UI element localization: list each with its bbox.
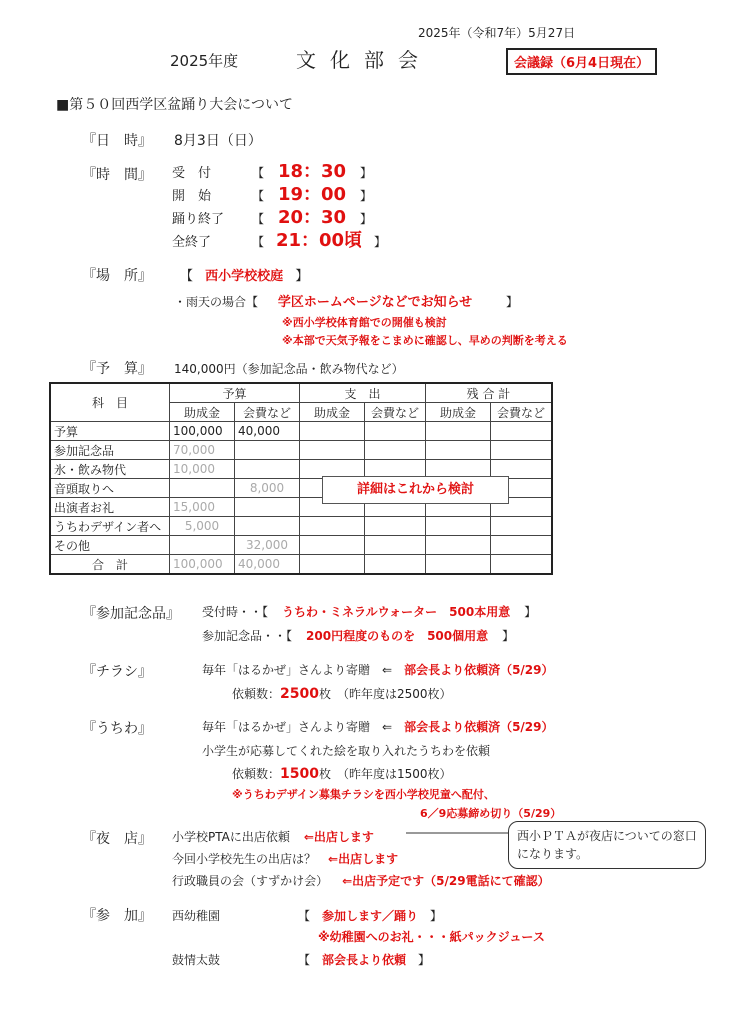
sub-fees: 会費など	[491, 403, 553, 422]
participation-note: ※幼稚園へのお礼・・・紙パックジュース	[318, 930, 545, 944]
stalls-callout: 西小ＰＴＡが夜店についての窓口になります。	[508, 821, 706, 869]
stalls-line-3: 行政職員の会（すずかけ会） ⇐出店予定です（5/29電話にて確認）	[172, 874, 550, 888]
head-budget: 予算	[170, 383, 300, 403]
rain-value: 学区ホームページなどでお知らせ	[277, 295, 473, 310]
fiscal-year: 2025年度	[170, 52, 239, 70]
head-expense: 支 出	[300, 383, 426, 403]
sub-grant: 助成金	[170, 403, 235, 422]
place-label: 『場 所』	[82, 268, 152, 284]
date-label: 『日 時』	[82, 133, 152, 149]
place-note-2: ※本部で天気予報をこまめに確認し、早めの判断を考える	[282, 334, 568, 347]
stalls-line-1: 小学校PTAに出店依頼 ⇐出店します	[172, 830, 374, 844]
flyer-line-2: 依頼数：2500枚 （昨年度は2500枚）	[232, 686, 452, 702]
table-row: 参加記念品 70,000	[50, 441, 552, 460]
stalls-label: 『夜 店』	[82, 831, 152, 847]
fan-line-3: 依頼数：1500枚 （昨年度は1500枚）	[232, 766, 452, 782]
gifts-label: 『参加記念品』	[82, 606, 180, 622]
fan-line-1: 毎年「はるかぜ」さんより寄贈 ⇐ 部会長より依頼済（5/29）	[202, 720, 554, 734]
participation-label: 『参 加』	[82, 908, 152, 924]
document-date: 2025年（令和7年）5月27日	[418, 26, 576, 40]
section-title: ■第５０回西学区盆踊り大会について	[56, 97, 293, 113]
table-row: 氷・飲み物代 10,000	[50, 460, 552, 479]
time-label: 『時 間』	[82, 167, 152, 183]
place-value-row: 【 西小学校校庭 】	[180, 269, 309, 284]
head-subject: 科 目	[50, 383, 170, 422]
time-item-reception: 受 付 【 18：30 】	[172, 161, 373, 182]
date-value: 8月3日（日）	[174, 133, 262, 149]
sub-grant: 助成金	[300, 403, 365, 422]
time-item-start: 開 始 【 19：00 】	[172, 184, 373, 205]
page-title: 文化部会	[296, 48, 432, 72]
head-balance: 残 合 計	[426, 383, 553, 403]
callout-pointer	[404, 826, 510, 840]
sub-grant: 助成金	[426, 403, 491, 422]
flyer-label: 『チラシ』	[82, 664, 152, 680]
table-row: その他 32,000	[50, 536, 552, 555]
table-row-total: 合 計 100,000 40,000	[50, 555, 552, 575]
fan-label: 『うちわ』	[82, 721, 152, 737]
participation-line-2: 鼓情太鼓 【 部会長より依頼 】	[172, 953, 431, 967]
budget-summary: 140,000円（参加記念品・飲み物代など）	[174, 362, 404, 376]
gifts-line-2: 参加記念品・・【 200円程度のものを 500個用意 】	[202, 629, 515, 643]
place-note-1: ※西小学校体育館での開催も検討	[282, 316, 447, 329]
participation-line-1: 西幼稚園 【 参加します／踊り 】	[172, 909, 443, 923]
sub-fees: 会費など	[365, 403, 426, 422]
sub-fees: 会費など	[235, 403, 300, 422]
fan-line-2: 小学生が応募してくれた絵を取り入れたうちわを依頼	[202, 744, 491, 758]
budget-label: 『予 算』	[82, 361, 152, 377]
time-item-dance-end: 踊り終了 【 20：30 】	[172, 207, 373, 228]
table-row: 出演者お礼 15,000	[50, 498, 552, 517]
gifts-line-1: 受付時・・【 うちわ・ミネラルウォーター 500本用意 】	[202, 605, 537, 619]
flyer-line-1: 毎年「はるかぜ」さんより寄贈 ⇐ 部会長より依頼済（5/29）	[202, 663, 554, 677]
rain-row: ・雨天の場合【 学区ホームページなどでお知らせ 】	[174, 295, 519, 310]
minutes-stamp: 会議録（6月4日現在）	[506, 48, 657, 75]
fan-note-2: 6／9応募締め切り（5/29）	[420, 807, 562, 820]
budget-overlay-note: 詳細はこれから検討	[322, 476, 509, 504]
fan-note-1: ※うちわデザイン募集チラシを西小学校児童へ配付、	[232, 788, 495, 801]
table-row: 音頭取りへ 8,000	[50, 479, 552, 498]
time-list	[172, 160, 386, 252]
table-row: うちわデザイン者へ 5,000	[50, 517, 552, 536]
time-item-all-end: 全終了 【 21：00頃 】	[172, 230, 387, 251]
table-row: 予算 100,000 40,000	[50, 422, 552, 441]
stalls-line-2: 今回小学校先生の出店は？ ⇐出店します	[172, 852, 399, 866]
place-value: 西小学校校庭	[205, 269, 284, 284]
